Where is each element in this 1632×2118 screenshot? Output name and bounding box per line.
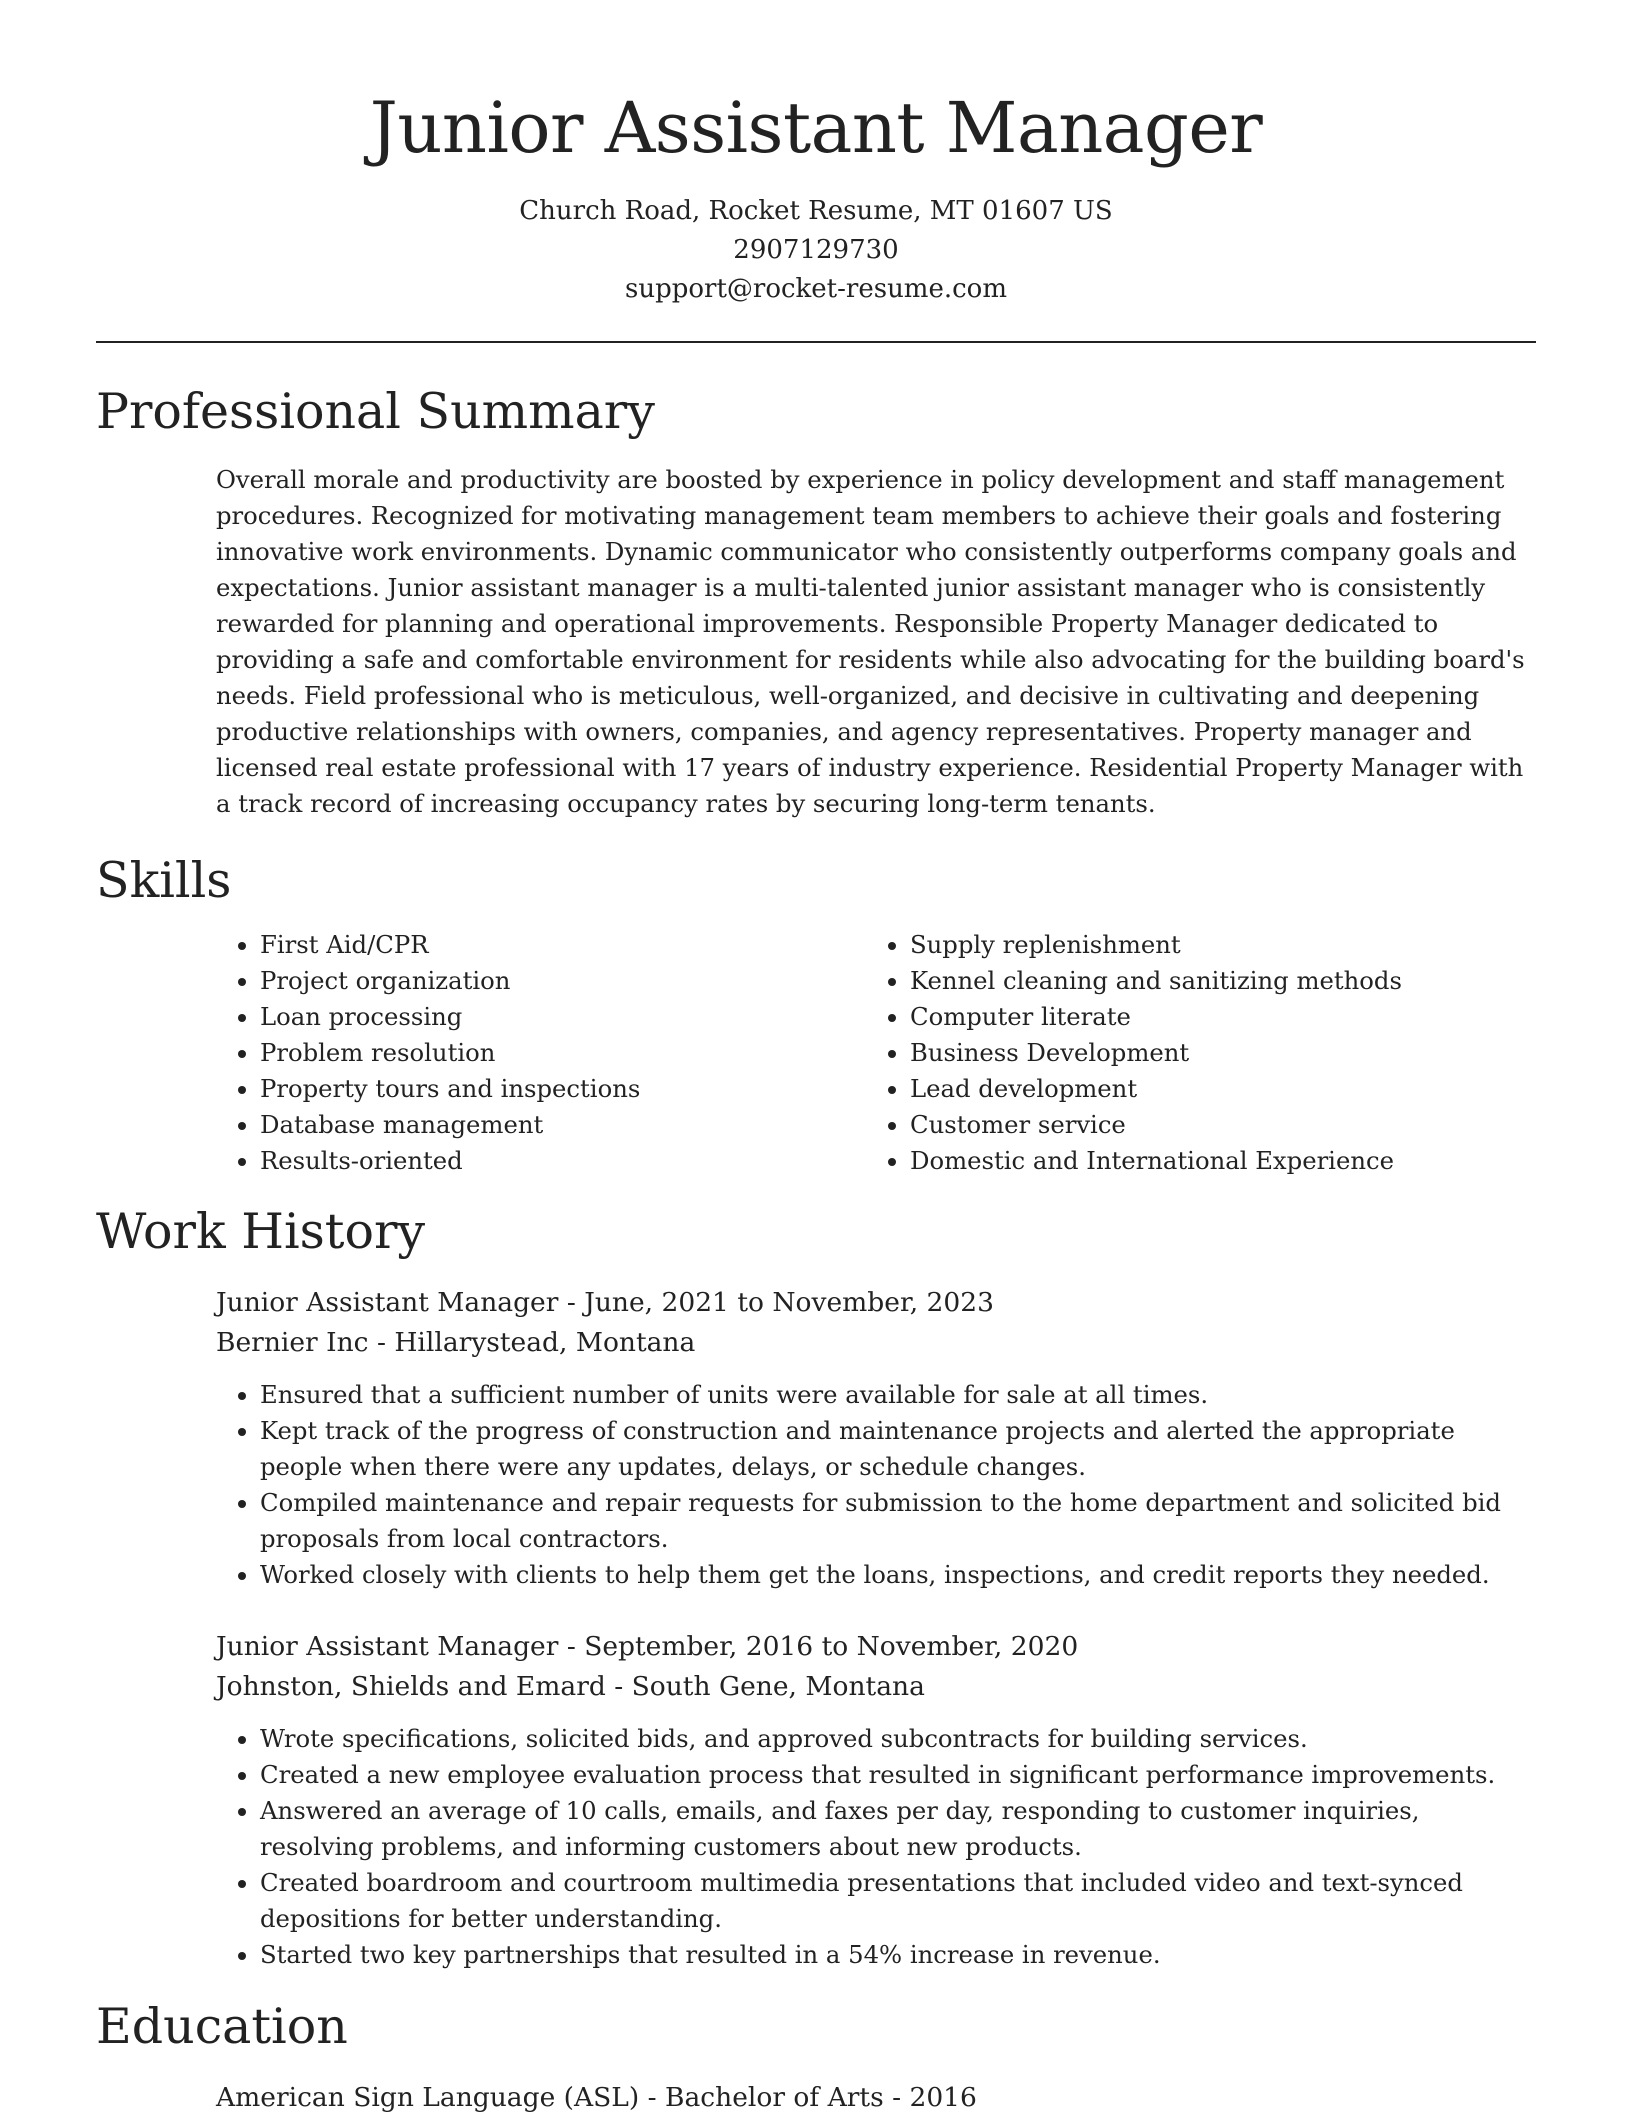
summary-text: Overall morale and productivity are boosted by experience in policy development and staff management procedures. Recognized for motivating management team members to achieve their goals and fostering innovative work environments. Dynamic communicator who consistently outperforms company goals and expectations. Junior assistant manager is a multi-talented junior assistant manager who is consistently rewarded for planning and operational improvements. Responsible Property Manager dedicated to providing a safe and comfortable environment for residents while also advocating for the building board's needs. Field professional who is meticulous, well-organized, and decisive in cultivating and deepening productive relationships with owners, companies, and agency representatives. Property manager and licensed real estate professional with 17 years of industry experience. Residential Property Manager with a track record of increasing occupancy rates by securing long-term tenants.: [216, 465, 1525, 818]
job-title-dates: Junior Assistant Manager - September, 2016 to November, 2020: [216, 1631, 1079, 1662]
skill-item: • First Aid/CPR: [260, 927, 856, 963]
skill-item: • Computer literate: [910, 999, 1506, 1035]
job-bullet: • Compiled maintenance and repair requests for submission to the home department and solicited bid proposals from local contractors.: [260, 1485, 1536, 1557]
job-title-dates: Junior Assistant Manager - June, 2021 to November, 2023: [216, 1287, 994, 1318]
skill-item: • Loan processing: [260, 999, 856, 1035]
skill-item: • Lead development: [910, 1071, 1506, 1107]
skills-column-right: [866, 927, 1506, 1179]
job-entry: [216, 1283, 1536, 1593]
job-entry: [216, 1627, 1536, 1973]
email: support@rocket-resume.com: [624, 274, 1007, 304]
skill-item: • Results-oriented: [260, 1143, 856, 1179]
address: Church Road, Rocket Resume, MT 01607 US: [519, 196, 1113, 226]
skill-item: • Domestic and International Experience: [910, 1143, 1506, 1179]
header-divider: [96, 341, 1536, 343]
skill-item: • Business Development: [910, 1035, 1506, 1071]
job-bullet: • Answered an average of 10 calls, emails, and faxes per day, responding to customer inquiries, resolving problems, and informing customers about new products.: [260, 1793, 1536, 1865]
skill-item: • Project organization: [260, 963, 856, 999]
job-bullet: • Ensured that a sufficient number of units were available for sale at all times.: [260, 1377, 1536, 1413]
job-bullet: • Worked closely with clients to help them get the loans, inspections, and credit reports they needed.: [260, 1557, 1536, 1593]
job-company-location: Johnston, Shields and Emard - South Gene, Montana: [216, 1671, 925, 1702]
skill-item: • Property tours and inspections: [260, 1071, 856, 1107]
job-bullet: • Created a new employee evaluation process that resulted in significant performance improvements.: [260, 1757, 1536, 1793]
skill-item: • Customer service: [910, 1107, 1506, 1143]
skill-item: • Kennel cleaning and sanitizing methods: [910, 963, 1506, 999]
job-bullet: • Kept track of the progress of construction and maintenance projects and alerted the appropriate people when there were any updates, delays, or schedule changes.: [260, 1413, 1536, 1485]
job-company-location: Bernier Inc - Hillarystead, Montana: [216, 1327, 696, 1358]
summary-title: Professional Summary: [96, 383, 655, 440]
skills-title: Skills: [96, 852, 232, 909]
skill-item: • Database management: [260, 1107, 856, 1143]
job-bullet: • Created boardroom and courtroom multimedia presentations that included video and text-synced depositions for better understanding.: [260, 1865, 1536, 1937]
education-entry: American Sign Language (ASL) - Bachelor of Arts - 2016: [216, 2082, 977, 2113]
contact-block: [0, 192, 1632, 309]
skills-column-left: [216, 927, 856, 1179]
phone: 2907129730: [733, 235, 899, 265]
resume-name: Junior Assistant Manager: [369, 87, 1263, 169]
work-history-title: Work History: [96, 1203, 426, 1260]
job-bullet: • Started two key partnerships that resulted in a 54% increase in revenue.: [260, 1937, 1536, 1973]
education-title: Education: [96, 1998, 348, 2055]
resume-header: [0, 0, 1632, 309]
skill-item: • Problem resolution: [260, 1035, 856, 1071]
skill-item: • Supply replenishment: [910, 927, 1506, 963]
job-bullet: • Wrote specifications, solicited bids, and approved subcontracts for building services.: [260, 1721, 1536, 1757]
